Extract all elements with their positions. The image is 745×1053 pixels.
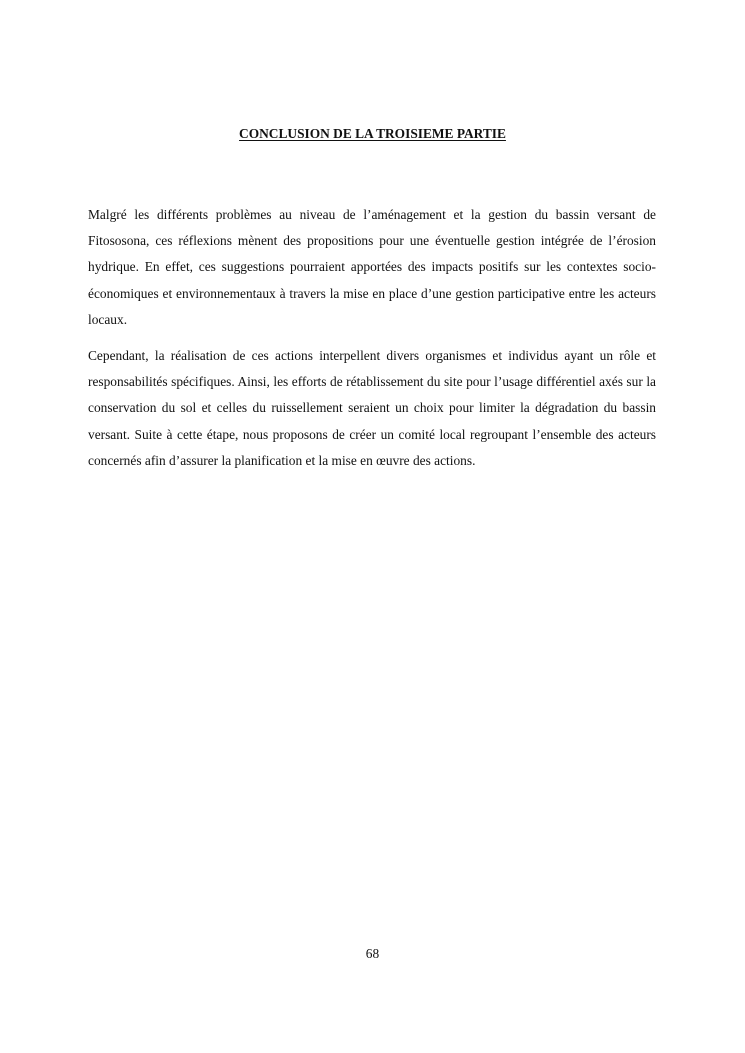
page-number: 68 <box>365 946 380 961</box>
paragraph-1: Malgré les différents problèmes au niveau de l’aménagement et la gestion du bassin versant de Fitososona, ces réflexions mènent des propositions pour une éventuelle gestion intégrée de l’érosion hydrique. En effet, ces suggestions pourraient apportées des impacts positifs sur les contextes socio-économiques et environnementaux à travers la mise en place d’une gestion participative entre les acteurs locaux. <box>88 207 656 327</box>
paragraph-2: Cependant, la réalisation de ces actions interpellent divers organismes et individus ayant un rôle et responsabilités spécifiques. Ainsi, les efforts de rétablissement du site pour l’usage différentiel axés sur la conservation du sol et celles du ruissellement seraient un choix pour limiter la dégradation du bassin versant. Suite à cette étape, nous proposons de créer un comité local regroupant l’ensemble des acteurs concernés afin d’assurer la planification et la mise en œuvre des actions. <box>88 348 656 468</box>
body-text <box>88 202 656 474</box>
section-title: CONCLUSION DE LA TROISIEME PARTIE <box>239 126 506 141</box>
